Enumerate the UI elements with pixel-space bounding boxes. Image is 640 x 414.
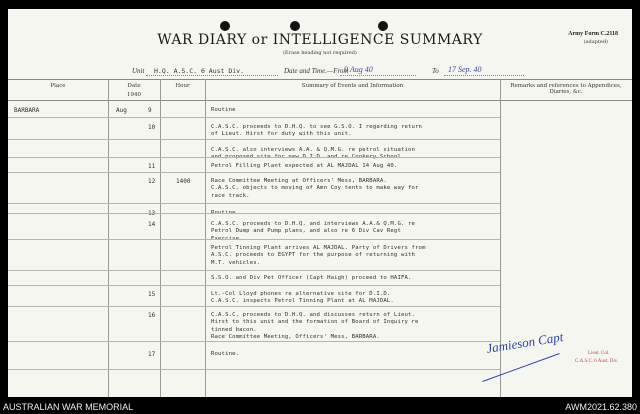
entry-day: 11 bbox=[148, 163, 156, 170]
col-header-date: Date bbox=[127, 83, 141, 89]
date-to: 17 Sep. 40 bbox=[448, 65, 482, 74]
footer-accession: AWM2021.62.380 bbox=[565, 402, 637, 412]
signature: Jamieson Capt bbox=[485, 329, 565, 356]
row-rule bbox=[8, 270, 500, 271]
entry-day: 16 bbox=[148, 312, 156, 319]
entry-line: race track. bbox=[211, 192, 250, 199]
entry-line: tinned bacon. bbox=[211, 326, 257, 333]
col-header-hour: Hour bbox=[175, 83, 190, 89]
entry-line: Petrol Tinning Plant arrives AL MAJDAL. Party of Drivers from bbox=[211, 245, 426, 251]
entry-month: Aug bbox=[116, 107, 127, 114]
row-rule bbox=[8, 117, 500, 118]
to-label: To bbox=[432, 67, 439, 75]
entry-line: M.T. vehicles. bbox=[211, 259, 261, 266]
header-rule bbox=[8, 100, 632, 101]
footer-bar bbox=[0, 399, 640, 414]
signature-rank: Lieut. Col. bbox=[588, 351, 610, 356]
unit-value: H.Q. A.S.C. 6 Aust Div. bbox=[154, 67, 245, 75]
date-to-underline bbox=[444, 75, 524, 76]
col-rule bbox=[108, 79, 109, 397]
entry-line: Routine bbox=[211, 107, 236, 113]
entry-hour: 1400 bbox=[176, 178, 191, 185]
footer-source: AUSTRALIAN WAR MEMORIAL bbox=[3, 402, 134, 412]
row-rule bbox=[8, 369, 500, 370]
entry-line: C.A.S.C. objects to moving of Amn Coy tents to make way for bbox=[211, 185, 419, 192]
row-rule bbox=[8, 203, 500, 204]
unit-underline bbox=[146, 75, 278, 76]
col-header-remarks: Remarks and references to Appendices, Diaries, &c. bbox=[510, 83, 622, 95]
entry-line: Routine. bbox=[211, 210, 240, 216]
entry-line: C.A.S.C. proceeds to D.H.Q. and discusses return of Lieut. bbox=[211, 312, 416, 318]
form-note: (adapted) bbox=[583, 39, 608, 45]
entry-line: S.S.O. and Div Pet Officer (Capt Haigh) proceed to HAIFA. bbox=[211, 275, 412, 281]
entry-day: 9 bbox=[148, 107, 152, 114]
col-header-summary: Summary of Events and Information bbox=[301, 83, 404, 89]
col-rule bbox=[160, 79, 161, 397]
entry-day: 13 bbox=[148, 210, 156, 217]
table-top-rule bbox=[8, 79, 632, 80]
entry-day: 17 bbox=[148, 351, 156, 358]
row-rule bbox=[8, 213, 500, 214]
row-rule bbox=[8, 139, 500, 140]
entry-line: and proposed site for new D.I.D. and re Cookery School. bbox=[211, 154, 405, 161]
row-rule bbox=[8, 239, 500, 240]
punch-hole bbox=[220, 21, 230, 31]
row-rule bbox=[8, 285, 500, 286]
date-label: Date and Time.—From bbox=[284, 67, 349, 75]
col-header-place: Place bbox=[50, 83, 66, 89]
diary-page bbox=[8, 9, 632, 397]
entry-line: C.A.S.C. proceeds to D.H.Q. and interviews A.A.& Q.M.G. re bbox=[211, 221, 416, 227]
page-title: WAR DIARY or INTELLIGENCE SUMMARY bbox=[157, 32, 483, 48]
entry-line: Lt.-Col Lloyd phones re alternative site for D.I.D. bbox=[211, 291, 391, 297]
diary-table bbox=[8, 79, 632, 397]
entry-line: Petrol Filling Plant expected at AL MAJDAL 14 Aug 40. bbox=[211, 163, 398, 169]
entry-line: of Lieut. Hirst for duty with this unit. bbox=[211, 131, 352, 138]
row-rule bbox=[8, 172, 500, 173]
signature-unit: C.A.S.C. 6 Aust. Div. bbox=[575, 359, 619, 364]
punch-hole bbox=[378, 21, 388, 31]
row-rule bbox=[8, 341, 500, 342]
col-rule bbox=[205, 79, 206, 397]
row-rule bbox=[8, 306, 500, 307]
entry-line: Exercise. bbox=[211, 235, 243, 242]
unit-label: Unit bbox=[132, 67, 145, 75]
entry-day: 15 bbox=[148, 291, 156, 298]
entry-line: Race Committee Meeting, Officers' Mess, BARBARA. bbox=[211, 334, 380, 341]
entry-line: Petrol Dump and Pump plans, and also re 6 Div Cav Regt bbox=[211, 228, 401, 235]
entry-line: Routine. bbox=[211, 351, 240, 357]
date-from-underline bbox=[340, 75, 416, 76]
entry-line: Race Committee Meeting at Officers' Mess, BARBARA. bbox=[211, 178, 387, 184]
col-header-year: 1940 bbox=[127, 92, 141, 98]
entry-day: 10 bbox=[148, 124, 156, 131]
page-subtitle: (Erase heading not required) bbox=[283, 50, 357, 56]
entry-line: C.A.S.C. proceeds to D.H.Q. to see G.S.O. I regarding return bbox=[211, 124, 423, 130]
form-number: Army Form C.2118 bbox=[568, 31, 618, 37]
entry-day: 12 bbox=[148, 178, 156, 185]
punch-hole bbox=[290, 21, 300, 31]
entry-line: Hirst to this unit and the formation of Board of Inquiry re bbox=[211, 319, 419, 326]
entry-line: C.A.S.C. inspects Petrol Tinning Plant at AL MAJDAL. bbox=[211, 298, 394, 305]
entry-line: C.A.S.C. also interviews A.A. & Q.M.G. re petrol situation bbox=[211, 147, 416, 153]
entry-day: 14 bbox=[148, 221, 156, 228]
entry-line: A.S.C. proceeds to EGYPT for the purpose of returning with bbox=[211, 252, 416, 259]
row-rule bbox=[8, 157, 500, 158]
entry-place: BARBARA bbox=[14, 107, 40, 114]
date-from: 9 Aug 40 bbox=[344, 65, 373, 74]
